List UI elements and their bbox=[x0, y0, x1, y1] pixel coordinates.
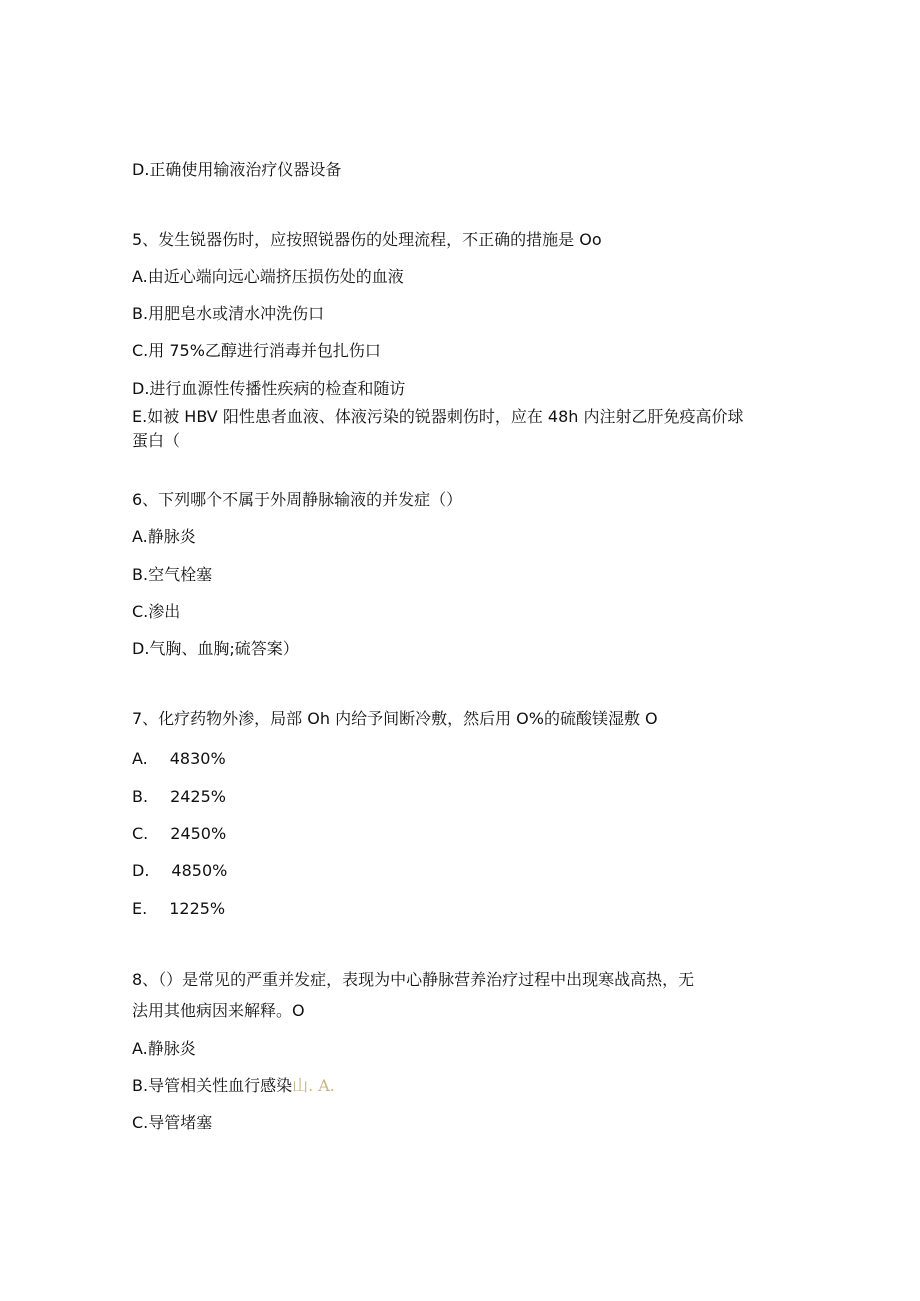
q7-option-b-letter: B. bbox=[132, 787, 149, 806]
q5-option-d: D.进行血源性传播性疾病的检查和随访 bbox=[132, 379, 406, 398]
q7-option-c bbox=[132, 823, 226, 845]
q5-option-b: B.用肥皂水或清水冲洗伤口 bbox=[132, 304, 325, 323]
q7-option-e-value: 1225% bbox=[169, 899, 226, 918]
q7-option-a-letter: A. bbox=[132, 749, 148, 768]
q6-option-c: C.渗出 bbox=[132, 602, 181, 621]
q8-option-b bbox=[132, 1075, 335, 1097]
q7-option-d-letter: D. bbox=[132, 861, 150, 880]
q7-option-b-value: 2425% bbox=[170, 787, 226, 806]
q8-stem-line1: 8、（）是常见的严重并发症，表现为中心静脉营养治疗过程中出现寒战高热，无 bbox=[132, 970, 695, 989]
q6-stem: 6、下列哪个不属于外周静脉输液的并发症（） bbox=[132, 490, 463, 509]
q7-option-d-value: 4850% bbox=[171, 861, 228, 880]
q7-option-b bbox=[132, 786, 226, 808]
q7-option-d bbox=[132, 860, 227, 882]
q6-option-a: A.静脉炎 bbox=[132, 527, 196, 546]
q8-option-c: C.导管堵塞 bbox=[132, 1113, 213, 1132]
q7-option-a-value: 4830% bbox=[169, 749, 226, 768]
q7-option-c-letter: C. bbox=[132, 824, 149, 843]
q7-option-e bbox=[132, 898, 225, 920]
q7-option-e-letter: E. bbox=[132, 899, 148, 918]
q8-option-a: A.静脉炎 bbox=[132, 1039, 196, 1058]
q5-option-c: C.用 75%乙醇进行消毒并包扎伤口 bbox=[132, 341, 381, 360]
q5-option-e-line2: 蛋白（ bbox=[132, 431, 181, 450]
q5-option-a: A.由近心端向远心端挤压损伤处的血液 bbox=[132, 267, 404, 286]
q4-option-d: D.正确使用输液治疗仪器设备 bbox=[132, 160, 342, 179]
q8-option-b-text: B.导管相关性血行感染 bbox=[132, 1076, 293, 1095]
q7-stem: 7、化疗药物外渗，局部 Oh 内给予间断冷敷，然后用 O%的硫酸镁湿敷 O bbox=[132, 709, 658, 728]
q8-stem-line2: 法用其他病因来解释。O bbox=[132, 1001, 305, 1020]
q5-stem: 5、发生锐器伤时，应按照锐器伤的处理流程，不正确的措施是 Oo bbox=[132, 230, 602, 249]
q6-option-b: B.空气栓塞 bbox=[132, 565, 213, 584]
q8-option-b-mark: 山. A. bbox=[292, 1076, 335, 1095]
q6-option-d: D.气胸、血胸;硫答案） bbox=[132, 639, 299, 658]
q5-option-e-line1: E.如被 HBV 阳性患者血液、体液污染的锐器刺伤时，应在 48h 内注射乙肝免疫高价球 bbox=[132, 407, 744, 426]
q7-option-c-value: 2450% bbox=[170, 824, 227, 843]
q7-option-a bbox=[132, 748, 226, 770]
